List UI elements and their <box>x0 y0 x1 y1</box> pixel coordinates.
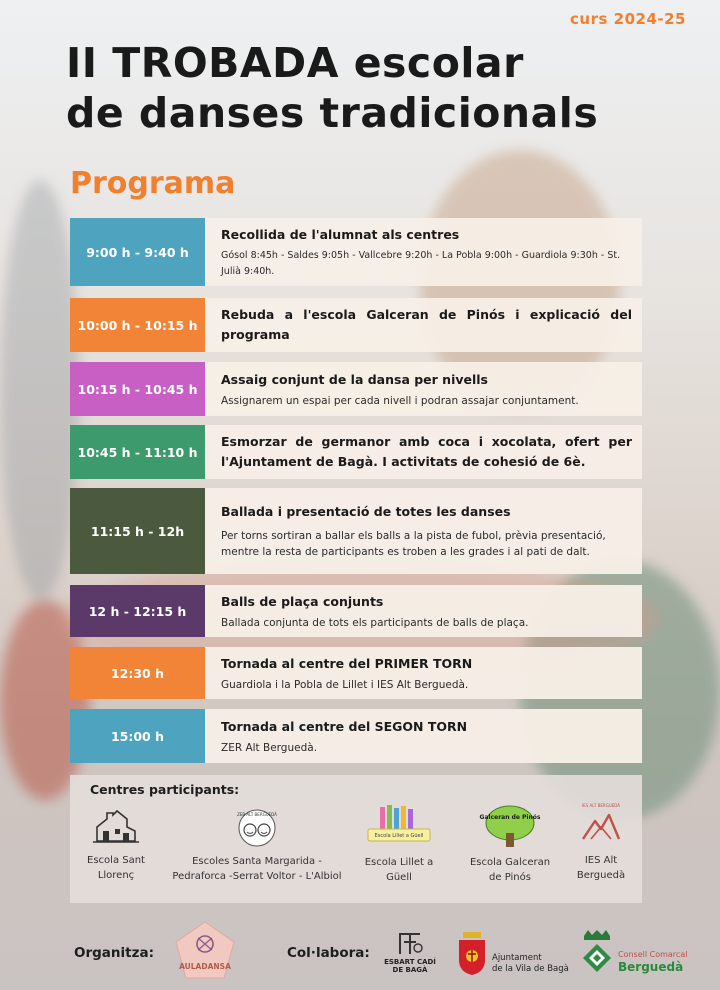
title-line-2: de danses tradicionals <box>66 89 599 137</box>
schedule-time: 11:15 h - 12h <box>70 488 205 574</box>
schedule-detail: Guardiola i la Pobla de Lillet i IES Alt Berguedà. <box>221 678 469 691</box>
lillet-logo-text: Escola Lillet a Güell <box>374 833 424 839</box>
schedule-title: Recollida de l'alumnat als centres <box>221 226 460 242</box>
schedule-title: Tornada al centre del SEGON TORN <box>221 718 468 734</box>
schedule-desc <box>205 585 642 637</box>
ajuntament-line1: Ajuntament <box>492 953 542 963</box>
program-heading: Programa <box>70 166 236 201</box>
schedule-detail: Ballada conjunta de tots els participants de balls de plaça. <box>221 616 529 629</box>
schedule-row <box>70 585 642 637</box>
schedule-title: Esmorzar de germanor amb coca i xocolata, ofert per l'Ajuntament de Bagà. I activitats de cohesió de 6è. <box>221 434 632 469</box>
schedule-detail: ZER Alt Berguedà. <box>221 741 318 754</box>
ajuntament-text <box>492 953 569 975</box>
esbart-logo <box>382 928 438 976</box>
centre-item <box>460 805 560 885</box>
consell-line2: Berguedà <box>618 960 684 974</box>
ajuntament-line2: de la Vila de Bagà <box>492 964 569 974</box>
schedule-time: 15:00 h <box>70 709 205 763</box>
schedule-row <box>70 709 642 763</box>
schedule-detail: Assignarem un espai per cada nivell i podran assajar conjuntament. <box>221 394 579 407</box>
schedule-row <box>70 647 642 699</box>
schedule-row <box>70 488 642 574</box>
title-line-1: II TROBADA escolar <box>66 39 524 87</box>
centre-name-line1: IES Alt <box>584 855 618 866</box>
schedule-title: Tornada al centre del PRIMER TORN <box>221 655 473 671</box>
schedule-title: Rebuda a l'escola Galceran de Pinós i explicació del programa <box>221 307 632 342</box>
ies-logo-text: IES ALT BERGUEDÀ <box>582 803 620 808</box>
schedule-time: 10:00 h - 10:15 h <box>70 298 205 352</box>
schedule-row <box>70 218 642 286</box>
schedule-time: 12 h - 12:15 h <box>70 585 205 637</box>
shield-icon <box>457 932 487 976</box>
faces-icon <box>231 808 283 848</box>
centre-item <box>162 808 352 884</box>
schedule-desc <box>205 362 642 416</box>
schedule-detail: Per torns sortiran a ballar els balls a la pista de fubol, prèvia presentació, mentre la resta de participants es troben a les grades i al pati de dalt. <box>221 530 606 558</box>
course-label: curs 2024-25 <box>570 10 686 28</box>
centre-name-line1: Escola Galceran <box>469 857 551 868</box>
centre-name-line2: Pedraforca -Serrat Voltor - L'Albiol <box>172 871 342 882</box>
schedule-desc <box>205 709 642 763</box>
collabora-label: Col·labora: <box>287 945 370 961</box>
auladansa-icon <box>170 920 240 982</box>
esbart-icon <box>382 928 438 958</box>
centre-item <box>354 803 444 885</box>
centre-name-line1: Escola Lillet a <box>364 857 434 868</box>
consell-logo <box>580 930 614 976</box>
zer-logo-text: ZER ALT BERGUEDÀ <box>237 812 277 817</box>
page-title <box>66 38 598 138</box>
schedule-desc <box>205 425 642 479</box>
schedule-row <box>70 425 642 479</box>
centre-name-line2: de Pinós <box>489 872 531 883</box>
schedule-row <box>70 298 642 352</box>
schedule-time: 10:45 h - 11:10 h <box>70 425 205 479</box>
centre-item <box>566 799 636 883</box>
schedule-time: 10:15 h - 10:45 h <box>70 362 205 416</box>
schedule-title: Assaig conjunt de la dansa per nivells <box>221 371 488 387</box>
schedule-time: 12:30 h <box>70 647 205 699</box>
esbart-text: ESBART CADÍ DE BAGÀ <box>384 958 436 974</box>
centre-item <box>78 805 154 883</box>
centres-title: Centres participants: <box>90 782 240 797</box>
tree-icon <box>479 805 541 849</box>
background-photo <box>0 180 80 600</box>
crown-shield-icon <box>580 930 614 976</box>
schedule-title: Ballada i presentació de totes les danses <box>221 504 511 519</box>
galceran-logo-text: Galceran de Pinós <box>479 814 541 821</box>
schedule-desc <box>205 298 642 352</box>
centre-name-line2: Llorenç <box>97 870 135 881</box>
consell-line1: Consell Comarcal <box>618 950 688 959</box>
baga-shield <box>457 932 487 976</box>
schedule-desc <box>205 647 642 699</box>
schedule-detail: Gósol 8:45h - Saldes 9:05h - Vallcebre 9:20h - La Pobla 9:00h - Guardiola 9:30h - St. Julià 9:40h. <box>221 249 621 277</box>
consell-text <box>618 950 687 974</box>
schedule-desc <box>205 488 642 574</box>
centre-name-line1: Escoles Santa Margarida - <box>192 856 322 867</box>
centre-name-line1: Escola Sant <box>87 855 145 866</box>
auladansa-logo <box>170 920 240 982</box>
centre-name-line2: Berguedà <box>576 870 626 881</box>
organitza-label: Organitza: <box>74 945 154 961</box>
auladansa-text: AULADANSA <box>179 962 231 971</box>
pencils-icon <box>366 803 432 849</box>
schedule-row <box>70 362 642 416</box>
schedule-desc <box>205 218 642 286</box>
mountain-icon <box>579 799 623 847</box>
schedule-time: 9:00 h - 9:40 h <box>70 218 205 286</box>
building-icon <box>93 805 139 847</box>
centre-name-line2: Güell <box>386 872 412 883</box>
participating-centres <box>70 775 642 903</box>
schedule-title: Balls de plaça conjunts <box>221 593 384 609</box>
